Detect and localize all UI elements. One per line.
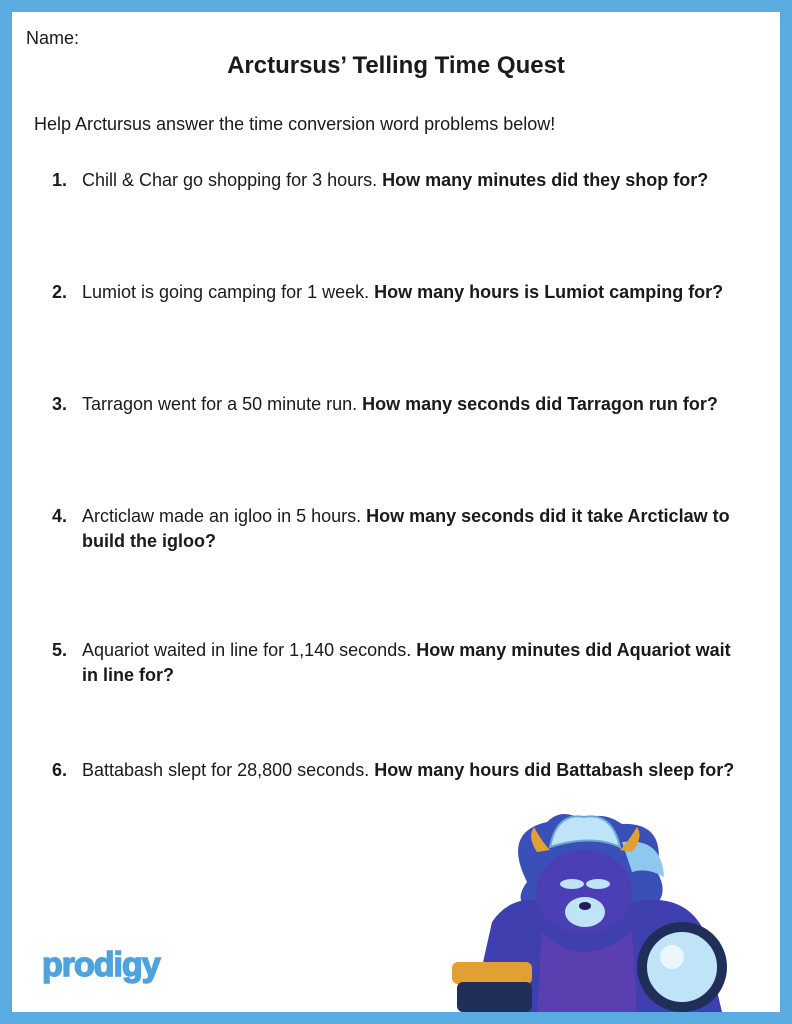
question-prompt: How many minutes did Aquariot wait in line for?: [82, 640, 731, 685]
question-number: 3.: [52, 394, 68, 414]
question-statement: Battabash slept for 28,800 seconds.: [82, 760, 375, 780]
question-statement: Chill & Char go shopping for 3 hours.: [82, 170, 383, 190]
question-text: [82, 638, 742, 688]
question-prompt: How many seconds did it take Arcticlaw to build the igloo?: [82, 506, 730, 551]
question-statement: Tarragon went for a 50 minute run.: [82, 394, 363, 414]
question-prompt: How many minutes did they shop for?: [382, 170, 709, 190]
question-5: [52, 638, 742, 688]
question-number: 6.: [52, 760, 68, 780]
question-text: [82, 392, 742, 417]
arctursus-mascot-icon: [432, 812, 762, 1012]
question-statement: Lumiot is going camping for 1 week.: [82, 282, 375, 302]
page-title: Arctursus’ Telling Time Quest: [227, 52, 565, 79]
question-text: [82, 504, 742, 554]
prodigy-logo: [40, 946, 190, 990]
name-label: Name:: [26, 28, 80, 48]
question-2: [52, 280, 742, 305]
logo-text: prodigy: [42, 946, 160, 984]
intro-text: Help Arctursus answer the time conversion word problems below!: [34, 114, 556, 134]
question-number: 4.: [52, 506, 68, 526]
question-text: [82, 758, 742, 783]
question-1: [52, 168, 742, 193]
question-statement: Aquariot waited in line for 1,140 seconds.: [82, 640, 417, 660]
question-number: 2.: [52, 282, 68, 302]
question-statement: Arcticlaw made an igloo in 5 hours.: [82, 506, 367, 526]
question-6: [52, 758, 742, 783]
question-number: 1.: [52, 170, 68, 190]
worksheet-page: [12, 12, 780, 1012]
question-text: [82, 280, 742, 305]
question-number: 5.: [52, 640, 68, 660]
question-prompt: How many seconds did Tarragon run for?: [362, 394, 718, 414]
question-prompt: How many hours did Battabash sleep for?: [374, 760, 735, 780]
question-text: [82, 168, 742, 193]
question-prompt: How many hours is Lumiot camping for?: [374, 282, 724, 302]
question-4: [52, 504, 742, 554]
question-3: [52, 392, 742, 417]
